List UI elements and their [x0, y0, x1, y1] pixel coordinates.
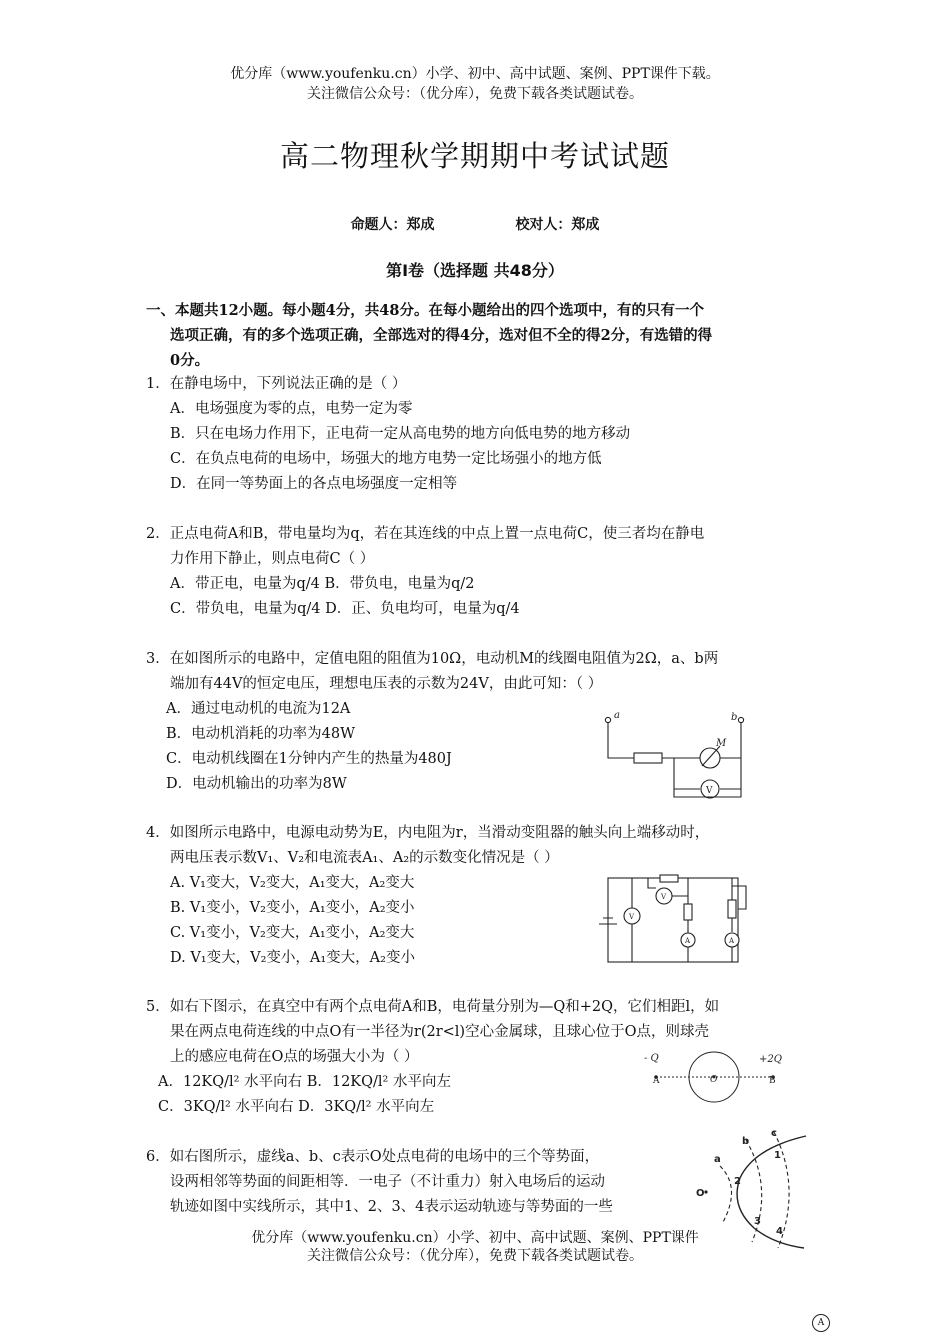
- q4-option-c: C. V₁变小，V₂变大，A₁变小，A₂变大: [170, 925, 415, 941]
- corner-mark: A: [812, 1314, 830, 1332]
- q5-options-ab: A．12KQ/l² 水平向右 B．12KQ/l² 水平向左: [158, 1074, 451, 1090]
- q2-options-cd: C．带负电，电量为q/4 D．正、负电均可，电量为q/4: [170, 601, 520, 617]
- q3-option-b: B．电动机消耗的功率为48W: [166, 726, 356, 742]
- label-o: O: [710, 1075, 718, 1085]
- q6-stem-1: 6．如右图所示，虚线a、b、c表示O处点电荷的电场中的三个等势面，: [146, 1149, 600, 1165]
- q3-option-c: C．电动机线圈在1分钟内产生的热量为480J: [166, 751, 452, 767]
- label-m: M: [716, 738, 727, 749]
- q1-option-a: A．电场强度为零的点，电势一定为零: [170, 401, 413, 417]
- q5-stem-2: 果在两点电荷连线的中点O有一半径为r(2r<l)空心金属球，且球心位于O点，则球壳: [170, 1024, 709, 1040]
- terminal-b: [738, 717, 743, 722]
- q4-option-a: A. V₁变大，V₂变大，A₁变大，A₂变大: [170, 875, 415, 891]
- label-1: 1: [774, 1150, 781, 1161]
- q4-stem-1: 4．如图所示电路中，电源电动势为E，内电阻为r，当滑动变阻器的触头向上端移动时，: [146, 825, 710, 841]
- q5-options-cd: C．3KQ/l² 水平向右 D．3KQ/l² 水平向左: [158, 1099, 435, 1115]
- q3-circuit-figure: [598, 706, 758, 802]
- q4-stem-2: 两电压表示数V₁、V₂和电流表A₁、A₂的示数变化情况是（ ）: [170, 850, 559, 866]
- label-3: 3: [754, 1216, 761, 1227]
- footer-line-2: 关注微信公众号：（优分库），免费下载各类试题试卷。: [307, 1248, 643, 1264]
- svg-text:A: A: [685, 937, 691, 945]
- setter: 命题人：郑成: [350, 217, 435, 233]
- q1-option-c: C．在负点电荷的电场中，场强大的地方电势一定比场强小的地方低: [170, 451, 602, 467]
- q4-circuit-figure: [596, 874, 762, 966]
- terminal-a: [605, 717, 610, 722]
- label-4: 4: [776, 1226, 783, 1237]
- svg-text:V: V: [629, 913, 635, 921]
- q2-stem-2: 力作用下静止，则点电荷C（ ）: [170, 551, 375, 567]
- section-instructions: [146, 298, 812, 373]
- q1-option-b: B．只在电场力作用下，正电荷一定从高电势的地方向低电势的地方移动: [170, 426, 631, 442]
- label-a: a: [614, 710, 620, 721]
- section-line-2: 选项正确，有的多个选项正确，全部选对的得4分，选对但不全的得2分，有选错的得: [170, 327, 713, 344]
- header-line-2: 关注微信公众号：（优分库），免费下载各类试题试卷。: [307, 86, 643, 102]
- authors: [0, 214, 950, 234]
- q2-stem-1: 2．正点电荷A和B，带电量均为q，若在其连线的中点上置一点电荷C，使三者均在静电: [146, 526, 705, 542]
- section-line-3: 0分。: [170, 352, 210, 369]
- q3-option-a: A．通过电动机的电流为12A: [166, 701, 351, 717]
- q1-stem: 1．在静电场中，下列说法正确的是（ ）: [146, 376, 407, 392]
- q1-option-d: D．在同一等势面上的各点电场强度一定相等: [170, 476, 458, 492]
- q5-stem-3: 上的感应电荷在O点的场强大小为（ ）: [170, 1049, 419, 1065]
- label-2: 2: [734, 1176, 741, 1187]
- label-a: A: [653, 1076, 660, 1086]
- q3-stem-1: 3．在如图所示的电路中，定值电阻的阻值为10Ω，电动机M的线圈电阻值为2Ω，a、b两: [146, 651, 719, 667]
- q6-stem-3: 轨迹如图中实线所示，其中1、2、3、4表示运动轨迹与等势面的一些: [170, 1199, 613, 1215]
- label-pos-2q: +2Q: [759, 1054, 782, 1065]
- q3-option-d: D．电动机输出的功率为8W: [166, 776, 347, 792]
- label-v: V: [706, 786, 713, 796]
- label-a: a: [714, 1154, 721, 1165]
- checker: 校对人：郑成: [515, 217, 600, 233]
- label-neg-q: - Q: [644, 1053, 659, 1064]
- label-b: b: [731, 712, 738, 723]
- q4-option-d: D. V₁变大，V₂变小，A₁变大，A₂变小: [170, 950, 415, 966]
- resistor: [634, 753, 662, 763]
- q3-stem-2: 端加有44V的恒定电压，理想电压表的示数为24V，由此可知：（ ）: [170, 676, 603, 692]
- q6-stem-2: 设两相邻等势面的间距相等．一电子（不计重力）射入电场后的运动: [170, 1174, 605, 1190]
- part-title: 第Ⅰ卷（选择题 共48分）: [386, 261, 564, 280]
- svg-text:V: V: [661, 893, 667, 901]
- label-b: b: [742, 1136, 750, 1147]
- label-c: c: [771, 1128, 777, 1139]
- q5-stem-1: 5．如右下图示，在真空中有两个点电荷A和B，电荷量分别为—Q和+2Q，它们相距l，如: [146, 999, 720, 1015]
- footer-line-1: 优分库（www.youfenku.cn）小学、初中、高中试题、案例、PPT课件: [251, 1230, 699, 1246]
- page-title: 高二物理秋学期期中考试试题: [279, 139, 670, 173]
- label-b: B: [769, 1076, 776, 1086]
- q2-options-ab: A．带正电，电量为q/4 B．带负电，电量为q/2: [170, 576, 475, 592]
- q5-sphere-figure: [640, 1048, 790, 1104]
- q4-option-b: B. V₁变小，V₂变小，A₁变小，A₂变小: [170, 900, 415, 916]
- header-line-1: 优分库（www.youfenku.cn）小学、初中、高中试题、案例、PPT课件下载。: [230, 66, 720, 82]
- svg-text:A: A: [729, 937, 735, 945]
- section-line-1: 一、本题共12小题。每小题4分，共48分。在每小题给出的四个选项中，有的只有一个: [146, 302, 704, 319]
- label-o: O: [696, 1188, 705, 1199]
